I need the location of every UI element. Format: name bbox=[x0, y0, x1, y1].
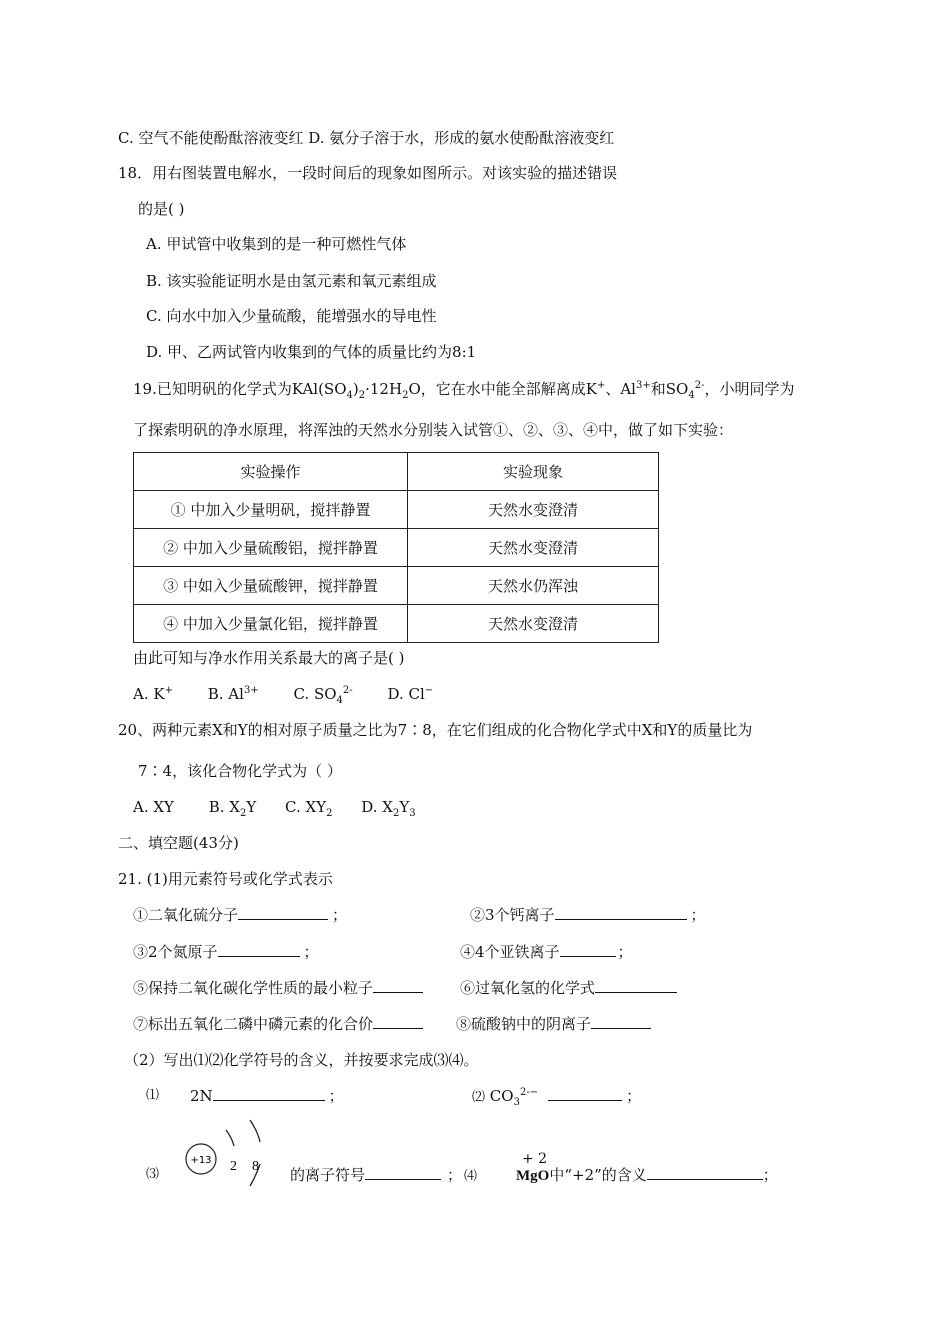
answer-blank[interactable] bbox=[555, 905, 687, 920]
table-cell: ② 中加入少量硫酸铝，搅拌静置 bbox=[134, 529, 408, 567]
q19-option-c: C. $SO_4^{2-}$ bbox=[293, 685, 353, 706]
q21-p2-3: 的离子符号 ； ⑷ bbox=[290, 1166, 478, 1184]
q18-option-b: B. 该实验能证明水是由氢元素和氧元素组成 bbox=[146, 272, 437, 290]
valence-mark: + 2 bbox=[522, 1151, 548, 1167]
q21-item-6: ⑥过氧化氢的化学式 bbox=[460, 978, 677, 998]
answer-blank[interactable] bbox=[238, 905, 328, 920]
experiment-table bbox=[133, 452, 659, 643]
q19-option-d: D. Cl− bbox=[387, 685, 434, 703]
answer-blank[interactable] bbox=[595, 978, 677, 993]
answer-blank[interactable] bbox=[591, 1014, 651, 1029]
q18-stem: 18．用右图装置电解水，一段时间后的现象如图所示。对该实验的描述错误 bbox=[118, 164, 618, 182]
q21-item-4: ④4个亚铁离子 ； bbox=[460, 943, 633, 961]
q21-item-2: ②3个钙离子 ； bbox=[470, 906, 706, 924]
shell-arc-1-top bbox=[226, 1130, 234, 1146]
q19-followup: 由此可知与净水作用关系最大的离子是( ) bbox=[133, 649, 405, 667]
q19-stem-cont: 了探索明矾的净水原理，将浑浊的天然水分别装入试管①、②、③、④中，做了如下实验： bbox=[133, 421, 734, 439]
table-row bbox=[134, 567, 659, 605]
answer-blank[interactable] bbox=[213, 1086, 325, 1101]
answer-blank[interactable] bbox=[373, 978, 423, 993]
atom-structure-diagram bbox=[180, 1112, 270, 1192]
answer-blank[interactable] bbox=[365, 1165, 441, 1180]
q21-p2-4: MgO中“+2”的含义 ； bbox=[516, 1166, 778, 1184]
table-cell: ① 中加入少量明矾，搅拌静置 bbox=[134, 491, 408, 529]
shell-1-count: 2 bbox=[230, 1159, 237, 1174]
q21-stem: 21. (1)用元素符号或化学式表示 bbox=[118, 870, 333, 888]
q18-option-a: A. 甲试管中收集到的是一种可燃性气体 bbox=[146, 235, 407, 253]
q21-p2-1-num: ⑴ bbox=[146, 1088, 160, 1103]
q19-options bbox=[133, 684, 433, 704]
table-header-row bbox=[134, 453, 659, 491]
q21-item-8: ⑧硫酸钠中的阴离子 bbox=[456, 1014, 651, 1034]
nucleus-charge: +13 bbox=[190, 1155, 212, 1166]
table-cell: 天然水变澄清 bbox=[408, 605, 659, 643]
answer-blank[interactable] bbox=[647, 1165, 763, 1180]
q18-option-d: D. 甲、乙两试管内收集到的气体的质量比约为8:1 bbox=[146, 343, 477, 361]
table-cell: 天然水变澄清 bbox=[408, 529, 659, 567]
q21-item-1: ①二氧化硫分子 ； bbox=[133, 906, 348, 924]
table-row bbox=[134, 491, 659, 529]
q20-option-a: A. XY bbox=[133, 798, 174, 816]
table-cell: ④ 中加入少量氯化铝，搅拌静置 bbox=[134, 605, 408, 643]
q19-stem: 19.已知明矾的化学式为$KAl(SO_4)_2\cdot 12H_2O$，它在水中能全部解离成K+、$Al^{3+}$和$SO_4^{2-}$，小明同学为 bbox=[133, 380, 795, 401]
table-cell: ③ 中如入少量硫酸钾，搅拌静置 bbox=[134, 567, 408, 605]
answer-blank[interactable] bbox=[548, 1086, 622, 1101]
q18-stem-cont: 的是( ) bbox=[138, 200, 185, 218]
shell-2-count: 8 bbox=[252, 1159, 259, 1174]
q21-item-3: ③2个氮原子 ； bbox=[133, 943, 319, 961]
q21-p2-2: ⑵ $CO_3^{2--}$ ； bbox=[472, 1087, 642, 1108]
q21-item-5: ⑤保持二氧化碳化学性质的最小粒子 bbox=[133, 978, 423, 998]
table-row bbox=[134, 605, 659, 643]
q19-option-b: B. $Al^{3+}$ bbox=[207, 685, 259, 703]
q20-options bbox=[133, 797, 416, 817]
table-cell: 天然水变澄清 bbox=[408, 491, 659, 529]
shell-arc-2-top bbox=[250, 1120, 260, 1142]
q20-option-c: C. $XY_2$ bbox=[285, 798, 333, 819]
table-cell: 天然水仍浑浊 bbox=[408, 567, 659, 605]
q21-part2-stem: （2）写出⑴⑵化学符号的含义，并按要求完成⑶⑷。 bbox=[124, 1051, 479, 1069]
table-header: 实验操作 bbox=[134, 453, 408, 491]
answer-blank[interactable] bbox=[560, 942, 616, 957]
section-heading: 二、填空题(43分) bbox=[118, 834, 239, 852]
q20-stem: 20、两种元素X和Y的相对原子质量之比为7∶8，在它们组成的化合物化学式中X和Y的质量比为 bbox=[118, 721, 753, 739]
q20-stem-cont: 7∶4，该化合物化学式为（ ） bbox=[138, 762, 342, 780]
q21-p2-3-num: ⑶ bbox=[146, 1167, 160, 1182]
answer-blank[interactable] bbox=[373, 1014, 423, 1029]
q21-p2-1: 2N ； bbox=[190, 1087, 344, 1105]
table-row bbox=[134, 529, 659, 567]
q19-option-a: A. K+ bbox=[133, 685, 173, 703]
q18-option-c: C. 向水中加入少量硫酸，能增强水的导电性 bbox=[146, 307, 437, 325]
q20-option-d: D. $X_2Y_3$ bbox=[361, 798, 416, 819]
q17-options-cd: C. 空气不能使酚酞溶液变红 D. 氨分子溶于水，形成的氨水使酚酞溶液变红 bbox=[118, 129, 615, 147]
table-header: 实验现象 bbox=[408, 453, 659, 491]
answer-blank[interactable] bbox=[218, 942, 300, 957]
q20-option-b: B. $X_2Y$ bbox=[208, 798, 257, 819]
q21-item-7: ⑦标出五氧化二磷中磷元素的化合价 bbox=[133, 1014, 423, 1034]
